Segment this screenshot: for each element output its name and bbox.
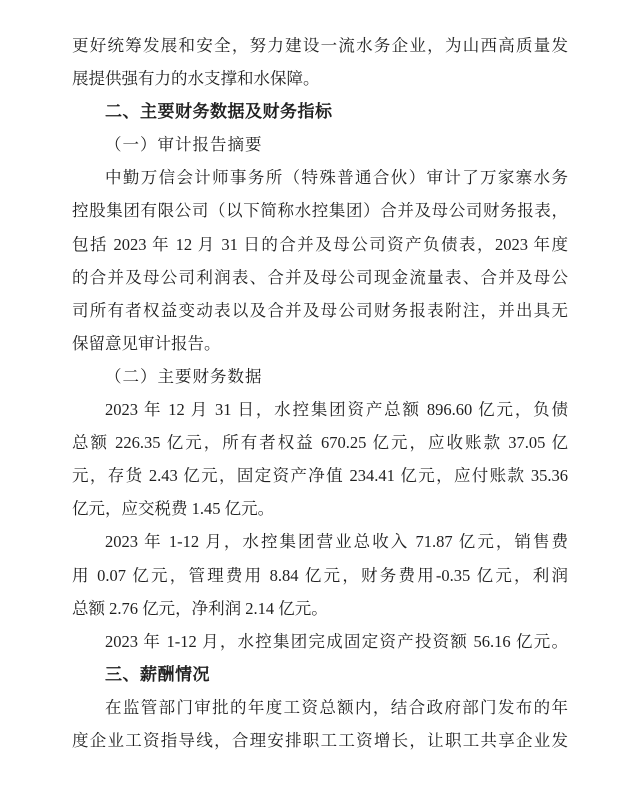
body-line: 2023 年 12 月 31 日，水控集团资产总额 896.60 亿元，负债: [105, 400, 568, 420]
body-line: 元，存货 2.43 亿元，固定资产净值 234.41 亿元，应付账款 35.36: [72, 466, 568, 486]
body-line: 在监管部门审批的年度工资总额内，结合政府部门发布的年: [105, 697, 568, 717]
body-line: 总额 2.76 亿元，净利润 2.14 亿元。: [72, 598, 328, 618]
body-line: 度企业工资指导线，合理安排职工工资增长，让职工共享企业发: [72, 730, 568, 750]
body-line: 2023 年 1-12 月，水控集团营业总收入 71.87 亿元，销售费: [105, 532, 568, 552]
body-line: 总额 226.35 亿元，所有者权益 670.25 亿元，应收账款 37.05 亿: [72, 433, 568, 453]
subsection-heading: （一）审计报告摘要: [105, 135, 263, 155]
section-heading: 二、主要财务数据及财务指标: [105, 102, 333, 122]
body-line: 包括 2023 年 12 月 31 日的合并及母公司资产负债表，2023 年度: [72, 234, 568, 254]
subsection-heading: （二）主要财务数据: [105, 366, 263, 386]
body-line: 展提供强有力的水支撑和水保障。: [72, 69, 320, 89]
body-line: 保留意见审计报告。: [72, 333, 221, 353]
body-line: 亿元，应交税费 1.45 亿元。: [72, 499, 275, 519]
body-line: 2023 年 1-12 月，水控集团完成固定资产投资额 56.16 亿元。: [105, 631, 568, 651]
body-line: 司所有者权益变动表以及合并及母公司财务报表附注，并出具无: [72, 300, 568, 320]
body-line: 的合并及母公司利润表、合并及母公司现金流量表、合并及母公: [72, 267, 568, 287]
body-line: 控股集团有限公司（以下简称水控集团）合并及母公司财务报表，: [72, 201, 568, 221]
section-heading: 三、薪酬情况: [105, 664, 210, 684]
body-line: 用 0.07 亿元，管理费用 8.84 亿元，财务费用-0.35 亿元，利润: [72, 565, 568, 585]
body-line: 更好统筹发展和安全，努力建设一流水务企业，为山西高质量发: [72, 36, 568, 55]
body-line: 中勤万信会计师事务所（特殊普通合伙）审计了万家寨水务: [105, 168, 568, 188]
